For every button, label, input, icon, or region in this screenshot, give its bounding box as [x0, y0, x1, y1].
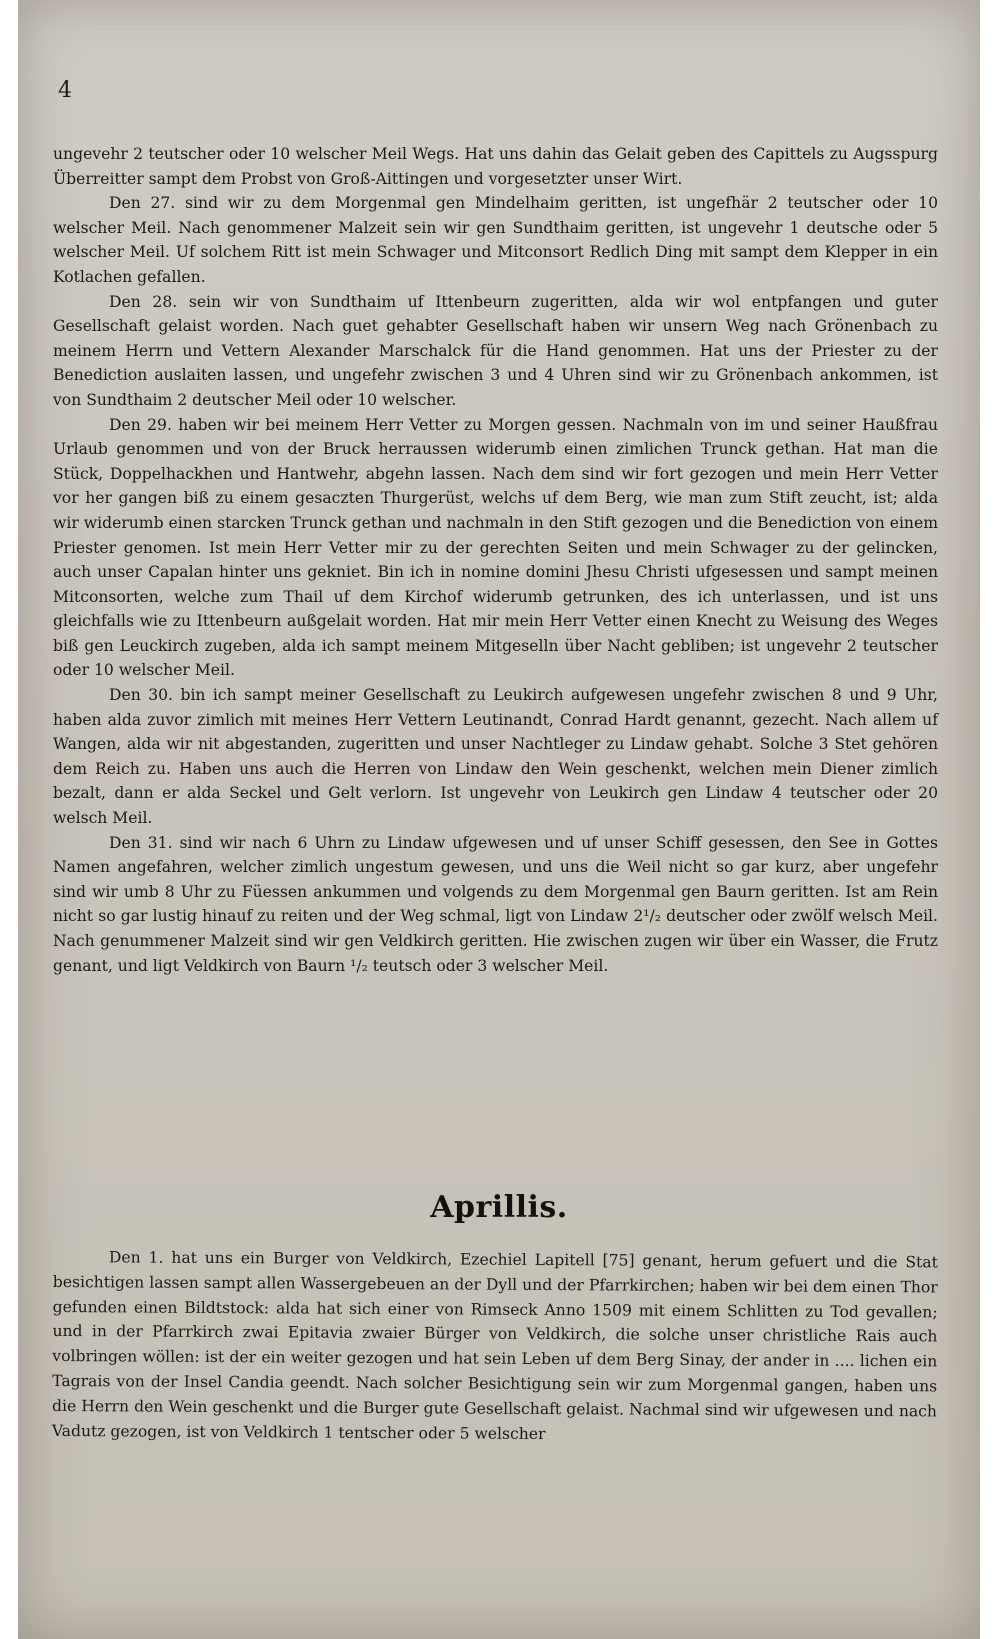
book-page: [18, 0, 980, 1639]
page-number: 4: [58, 78, 72, 103]
paragraph: Den 31. sind wir nach 6 Uhrn zu Lindaw ufgewesen und uf unser Schiff gesessen, den See in Gottes Namen angefahren, welcher zimlich ungestum gewesen, und uns die Weil nicht so gar kurz, aber ungefehr sind wir umb 8 Uhr zu Füessen ankummen und volgends zu dem Morgenmal gen Baurn geritten. Ist am Rein nicht so gar lustig hinauf zu reiten und der Weg schmal, ligt von Lindaw 2¹/₂ deutscher oder zwölf welsch Meil. Nach genummener Malzeit sind wir gen Veldkirch geritten. Hie zwischen zugen wir über ein Wasser, die Frutz genant, und ligt Veldkirch von Baurn ¹/₂ teutsch oder 3 welscher Meil.: [53, 833, 938, 975]
paragraph: Den 30. bin ich sampt meiner Gesellschaft zu Leukirch aufgewesen ungefehr zwischen 8 und 9 Uhr, haben alda zuvor zimlich mit meines Herr Vettern Leutinandt, Conrad Hardt genannt, gezecht. Nach allem uf Wangen, alda wir nit abgestanden, zugeritten und unser Nachtleger zu Lindaw gehabt. Solche 3 Stet gehören dem Reich zu. Haben uns auch die Herren von Lindaw den Wein geschenkt, welchen mein Diener zimlich bezalt, dann er alda Seckel und Gelt verlorn. Ist ungevehr von Leukirch gen Lindaw 4 teutscher oder 20 welsch Meil.: [53, 686, 938, 828]
april-text: [52, 1245, 938, 1449]
paragraph: Den 29. haben wir bei meinem Herr Vetter zu Morgen gessen. Nachmaln von im und seiner Haußfrau Urlaub genommen und von der Bruck herraussen widerumb einen zimlichen Trunck gethan. Hat man die Stück, Doppelhackhen und Hantwehr, abgehn lassen. Nach dem sind wir fort gezogen und mein Herr Vetter vor her gangen biß zu einem gesaczten Thurgerüst, welchs uf dem Berg, wie man zum Stift zeucht, ist; alda wir widerumb einen starcken Trunck gethan und nachmaln in den Stift gezogen und die Benediction von einem Priester genomen. Ist mein Herr Vetter mir zu der gerechten Seiten und mein Schwager zu der gelincken, auch unser Capalan hinter uns gekniet. Bin ich in nomine domini Jhesu Christi ufgesessen und sampt meinen Mitconsorten, welche zum Thail uf dem Kirchof widerumb getrunken, des ich unterlassen, und ist uns gleichfalls wie zu Ittenbeurn außgelait worden. Hat mir mein Herr Vetter einen Knecht zu Weisung des Weges biß gen Leuckirch zugeben, alda ich sampt meinem Mitgeselln über Nacht gebliben; ist ungevehr 2 teutscher oder 10 welscher Meil.: [53, 415, 938, 680]
paragraph: Den 27. sind wir zu dem Morgenmal gen Mindelhaim geritten, ist ungefhär 2 teutscher oder 10 welscher Meil. Nach genommener Malzeit sein wir gen Sundthaim geritten, ist ungevehr 1 deutsche oder 5 welscher Meil. Uf solchem Ritt ist mein Schwager und Mitconsort Redlich Ding mit sampt dem Klepper in ein Kotlachen gefallen.: [53, 194, 938, 286]
paragraph: ungevehr 2 teutscher oder 10 welscher Meil Wegs. Hat uns dahin das Gelait geben des Capittels zu Augsspurg Überreitter sampt dem Probst von Groß-Aittingen und vorgesetzter unser Wirt.: [53, 145, 938, 188]
section-heading: Aprillis.: [430, 1190, 568, 1225]
paragraph: Den 28. sein wir von Sundthaim uf Ittenbeurn zugeritten, alda wir wol entpfangen und guter Gesellschaft gelaist worden. Nach guet gehabter Gesellschaft haben wir unsern Weg nach Grönenbach zu meinem Herrn und Vettern Alexander Marschalck für die Hand genommen. Hat uns der Priester zu der Benediction auslaiten lassen, und ungefehr zwischen 3 und 4 Uhren sind wir zu Grönenbach ankommen, ist von Sundthaim 2 deutscher Meil oder 10 welscher.: [53, 292, 938, 409]
paragraph: Den 1. hat uns ein Burger von Veldkirch, Ezechiel Lapitell [75] genant, herum gefuert und die Stat besichtigen lassen sampt allen Wassergebeuen an der Dyll und der Pfarrkirchen; haben wir bei dem einen Thor gefunden einen Bildtstock: alda hat sich einer von Rimseck Anno 1509 mit einem Schlitten zu Tod gevallen; und in der Pfarrkirch zwai Epitavia zwaier Bürger von Veldkirch, die solche unser christliche Rais auch volbringen wöllen: ist der ein weiter gezogen und hat sein Leben uf dem Berg Sinay, der ander in .... lichen ein Tagrais von der Insel Candia geendt. Nach solcher Besichtigung sein wir zum Morgenmal gangen, haben uns die Herrn den Wein geschenkt und die Burger gute Gesellschaft gelaist. Nachmal sind wir ufgewesen und nach Vadutz gezogen, ist von Veldkirch 1 tentscher oder 5 welscher: [51, 1248, 938, 1443]
main-text: [53, 142, 938, 978]
